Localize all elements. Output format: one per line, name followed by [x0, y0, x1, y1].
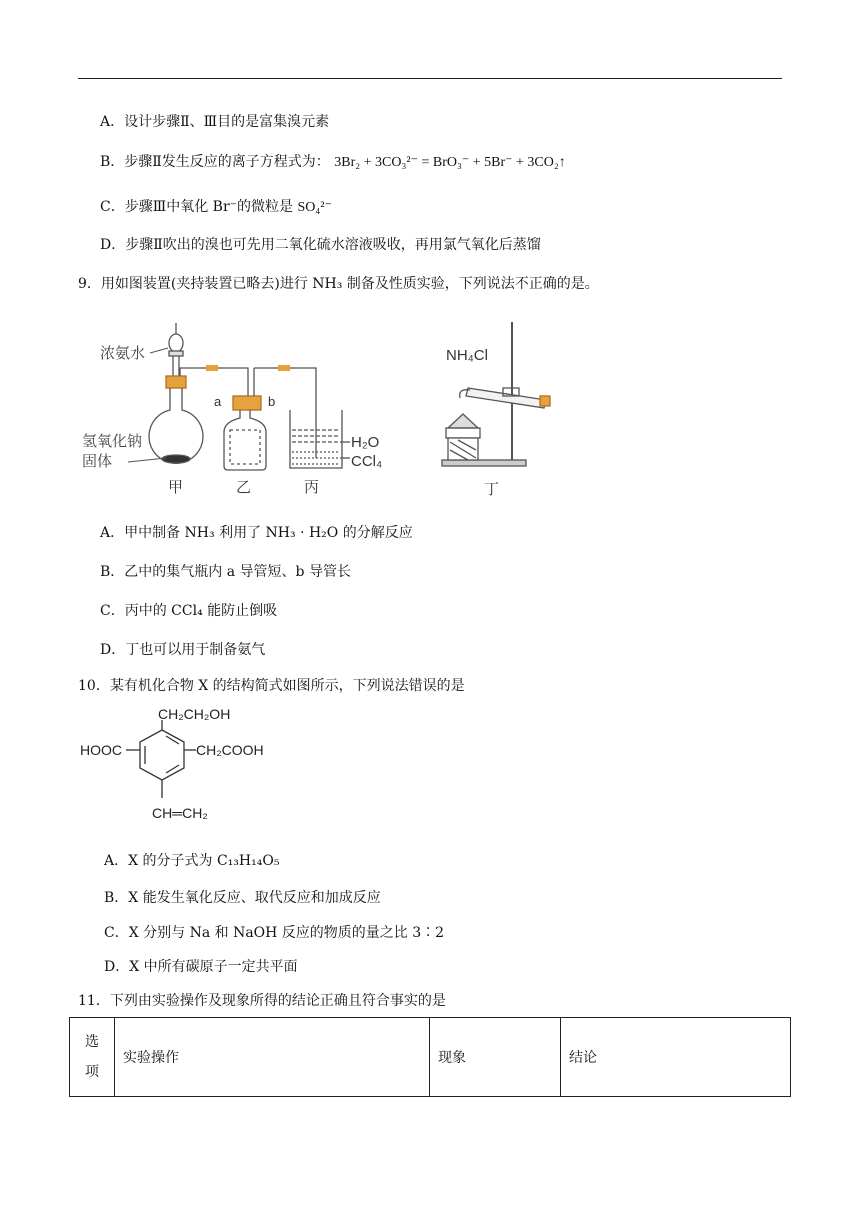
group-top: CH₂CH₂OH	[158, 706, 231, 722]
group-right: CH₂COOH	[196, 742, 264, 758]
q8-option-c	[100, 197, 332, 218]
header-option-line2: 项	[85, 1064, 99, 1080]
q8-option-c-formula: SO₄²⁻	[297, 200, 332, 215]
header-rule	[78, 78, 782, 79]
tube-jia-yi	[180, 368, 248, 396]
label-naoh-1: 氢氧化钠	[82, 433, 143, 450]
table-header-row	[70, 1018, 791, 1097]
caption-jia: 甲	[168, 479, 184, 496]
q9-apparatus-figure	[78, 318, 568, 503]
tube-clip-2	[278, 365, 290, 371]
tube-clip-1	[206, 365, 218, 371]
q8-option-d: D．步骤Ⅱ吹出的溴也可先用二氧化硫水溶液吸收，再用氯气氧化后蒸馏	[100, 237, 541, 253]
q9-stem: 9．用如图装置(夹持装置已略去)进行 NH₃ 制备及性质实验，下列说法不正确的是。	[78, 276, 599, 292]
caption-bing: 丙	[304, 479, 320, 496]
header-option	[70, 1018, 115, 1097]
q9-option-d: D．丁也可以用于制备氨气	[100, 642, 266, 658]
flask-jia	[149, 323, 203, 463]
label-nh4cl: NH₄Cl	[446, 347, 488, 364]
label-ccl4: CCl₄	[351, 453, 383, 470]
q8-option-c-prefix: C．步骤Ⅲ中氧化 Br⁻的微粒是	[100, 199, 294, 215]
header-operation: 实验操作	[115, 1018, 430, 1097]
q8-option-b-prefix: B．步骤Ⅱ发生反应的离子方程式为：	[100, 154, 330, 170]
bottle-yi	[224, 368, 266, 470]
q10-option-b: B．X 能发生氧化反应、取代反应和加成反应	[104, 890, 381, 906]
benzene-ring	[126, 720, 196, 798]
caption-yi: 乙	[236, 479, 252, 496]
q9-option-a: A．甲中制备 NH₃ 利用了 NH₃ · H₂O 的分解反应	[100, 525, 413, 541]
header-conclusion: 结论	[561, 1018, 791, 1097]
caption-ding: 丁	[484, 481, 500, 498]
pointer-naoh	[128, 458, 166, 462]
q11-table	[69, 1017, 791, 1097]
beaker-bing	[290, 410, 350, 468]
group-bottom: CH═CH₂	[152, 805, 208, 821]
q9-option-c: C．丙中的 CCl₄ 能防止倒吸	[100, 603, 278, 619]
q8-option-b	[100, 152, 566, 173]
tube-yi-bing	[254, 368, 316, 458]
q9-option-b: B．乙中的集气瓶内 a 导管短、b 导管长	[100, 564, 351, 580]
group-left: HOOC	[80, 742, 122, 758]
q10-option-d: D．X 中所有碳原子一定共平面	[104, 959, 298, 975]
label-a: a	[214, 394, 222, 409]
pointer-ammonia	[150, 348, 168, 353]
q10-option-c: C．X 分别与 Na 和 NaOH 反应的物质的量之比 3∶2	[104, 925, 445, 941]
header-phenomenon: 现象	[430, 1018, 561, 1097]
q10-option-a: A．X 的分子式为 C₁₃H₁₄O₅	[104, 853, 280, 869]
q10-stem: 10．某有机化合物 X 的结构简式如图所示，下列说法错误的是	[78, 678, 465, 694]
label-h2o: H₂O	[351, 434, 380, 451]
q10-structure-figure	[78, 706, 298, 830]
label-naoh-2: 固体	[82, 453, 113, 470]
label-b: b	[268, 394, 276, 409]
q8-option-b-formula: 3Br₂ + 3CO₃²⁻ = BrO₃⁻ + 5Br⁻ + 3CO₂↑	[334, 155, 566, 170]
header-option-line1: 选	[85, 1034, 99, 1050]
label-conc-ammonia: 浓氨水	[100, 345, 146, 362]
q11-stem: 11．下列由实验操作及现象所得的结论正确且符合事实的是	[78, 993, 446, 1009]
apparatus-ding	[442, 322, 550, 466]
q8-option-a: A．设计步骤Ⅱ、Ⅲ目的是富集溴元素	[100, 114, 330, 130]
